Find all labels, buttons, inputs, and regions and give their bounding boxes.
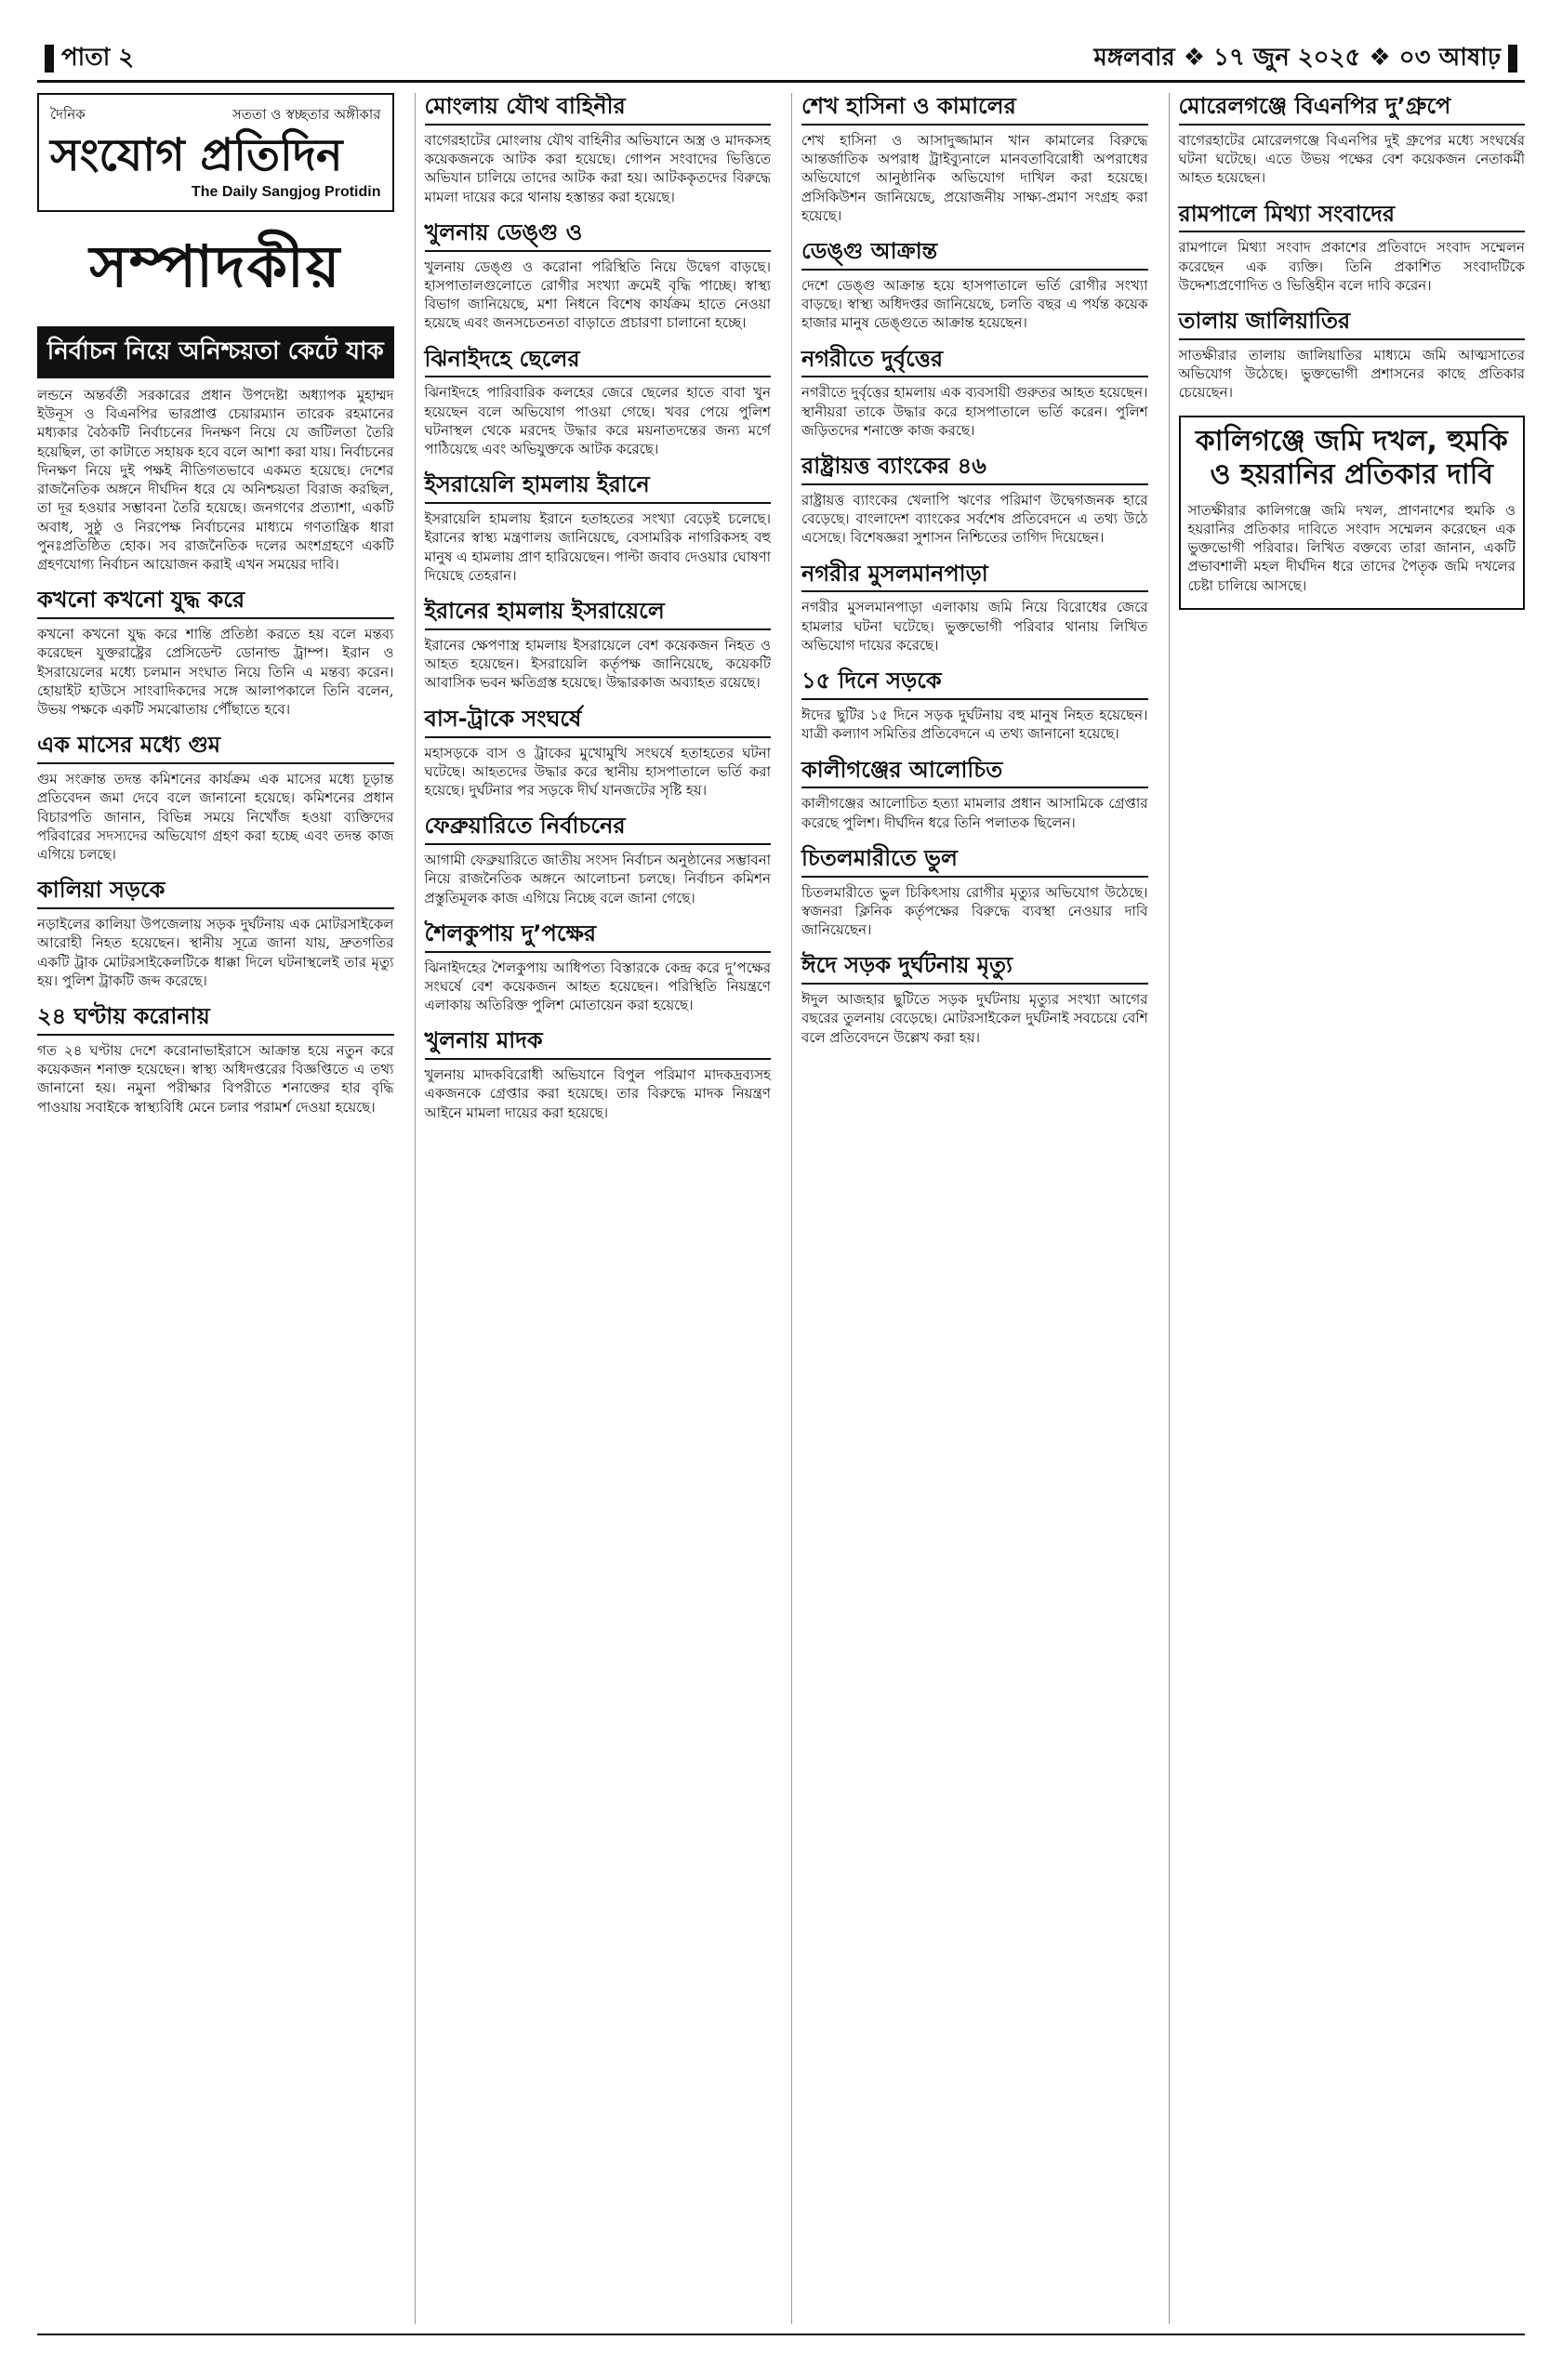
article-title: নগরীর মুসলমানপাড়া — [801, 561, 1148, 593]
article-body: চিতলমারীতে ভুল চিকিৎসায় রোগীর মৃত্যুর অভিযোগ উঠেছে। স্বজনরা ক্লিনিক কর্তৃপক্ষের বিরুদ্ধে ব্যবস্থা নেওয়ার দাবি জানিয়েছেন। — [801, 883, 1148, 939]
article-body: ঝিনাইদহের শৈলকুপায় আধিপত্য বিস্তারকে কেন্দ্র করে দু’পক্ষের সংঘর্ষে বেশ কয়েকজন আহত হয়েছেন। পরিস্থিতি নিয়ন্ত্রণে এলাকায় অতিরিক্ত পুলিশ মোতায়েন করা হয়েছে। — [424, 959, 771, 1014]
boxed-article-body: সাতক্ষীরার কালিগঞ্জে জমি দখল, প্রাণনাশের হুমকি ও হয়রানির প্রতিকার দাবিতে সংবাদ সম্মেলন করেছেন এক ভুক্তভোগী পরিবার। লিখিত বক্তব্যে তারা জানান, একটি প্রভাবশালী মহল দীর্ঘদিন ধরে তাদের পৈতৃক জমি দখলের চেষ্টা চালিয়ে আসছে। — [1187, 501, 1516, 594]
article-title: বাস-ট্রাকে সংঘর্ষে — [425, 706, 772, 738]
page-footer-rule — [37, 2334, 1525, 2335]
article — [425, 471, 772, 585]
masthead-title-en: The Daily Sangjog Protidin — [191, 183, 381, 200]
date-line: মঙ্গলবার ❖ ১৭ জুন ২০২৫ ❖ ০৩ আষাঢ় — [1093, 38, 1525, 79]
article-body: বাগেরহাটের মোরেলগঞ্জে বিএনপির দুই গ্রুপের মধ্যে সংঘর্ষের ঘটনা ঘটেছে। এতে উভয় পক্ষের বেশ কয়েকজন নেতাকর্মী আহত হয়েছেন। — [1178, 131, 1525, 187]
article-body: কখনো কখনো যুদ্ধ করে শান্তি প্রতিষ্ঠা করতে হয় বলে মন্তব্য করেছেন যুক্তরাষ্ট্রের প্রেসিডেন্ট ডোনাল্ড ট্রাম্প। ইরান ও ইসরায়েলের মধ্যে চলমান সংঘাত নিয়ে তিনি এ মন্তব্য করেন। হোয়াইট হাউসে সাংবাদিকদের সঙ্গে আলাপকালে তিনি বলেন, উভয় পক্ষকে একটি সমঝোতায় পৌঁছাতে হবে। — [37, 626, 394, 719]
article — [801, 845, 1148, 940]
article-body: খুলনায় ডেঙ্গু ও করোনা পরিস্থিতি নিয়ে উদ্বেগ বাড়ছে। হাসপাতালগুলোতে রোগীর সংখ্যা ক্রমেই বৃদ্ধি পাচ্ছে। স্বাস্থ্য বিভাগ জানিয়েছে, মশা নিধনে বিশেষ কার্যক্রম হাতে নেওয়া হয়েছে এবং জনসচেতনতা বাড়াতে প্রচারণা চালানো হচ্ছে। — [424, 258, 771, 332]
article-body: শেখ হাসিনা ও আসাদুজ্জামান খান কামালের বিরুদ্ধে আন্তর্জাতিক অপরাধ ট্রাইব্যুনালে মানবতাবিরোধী অপরাধের অভিযোগে আনুষ্ঠানিক অভিযোগ দাখিল করা হয়েছে। প্রসিকিউশন জানিয়েছে, প্রয়োজনীয় সাক্ষ্য-প্রমাণ সংগ্রহ করা হয়েছে। — [801, 131, 1148, 224]
article-title: খুলনায় মাদক — [425, 1027, 772, 1060]
article-title: ডেঙ্গু আক্রান্ত — [801, 238, 1148, 271]
article-title: ২৪ ঘণ্টায় করোনায় — [37, 1003, 394, 1036]
article — [1179, 201, 1526, 296]
article-title: রামপালে মিথ্যা সংবাদের — [1179, 201, 1526, 233]
article-title: ঝিনাইদহে ছেলের — [425, 346, 772, 378]
article-body: খুলনায় মাদকবিরোধী অভিযানে বিপুল পরিমাণ মাদকদ্রব্যসহ একজনকে গ্রেপ্তার করা হয়েছে। তার বিরুদ্ধে মাদক নিয়ন্ত্রণ আইনে মামলা দায়ের করা হয়েছে। — [424, 1066, 771, 1121]
page-header — [37, 37, 1525, 83]
article — [801, 238, 1148, 333]
article-body: ঝিনাইদহে পারিবারিক কলহের জেরে ছেলের হাতে বাবা খুন হয়েছেন বলে অভিযোগ পাওয়া গেছে। খবর পেয়ে পুলিশ ঘটনাস্থল থেকে মরদেহ উদ্ধার করে ময়নাতদন্তের জন্য মর্গে পাঠিয়েছে এবং অভিযুক্তকে আটক করেছে। — [424, 384, 771, 458]
article — [425, 706, 772, 800]
masthead-title: সংযোগ প্রতিদিন — [50, 129, 343, 181]
masthead-tagline: সততা ও স্বচ্ছতার অঙ্গীকার — [232, 106, 381, 123]
boxed-article — [1179, 416, 1526, 610]
article-body: ঈদুল আজহার ছুটিতে সড়ক দুর্ঘটনায় মৃত্যুর সংখ্যা আগের বছরের তুলনায় বেড়েছে। মোটরসাইকেল দুর্ঘটনাই সবচেয়ে বেশি বলে প্রতিবেদনে উল্লেখ করা হয়। — [801, 991, 1148, 1046]
article-title: ফেব্রুয়ারিতে নির্বাচনের — [425, 813, 772, 845]
page-number: পাতা ২ — [37, 38, 134, 79]
article-body: নগরীর মুসলমানপাড়া এলাকায় জমি নিয়ে বিরোধের জেরে হামলার ঘটনা ঘটেছে। ভুক্তভোগী পরিবার থানায় লিখিত অভিযোগ দায়ের করেছে। — [801, 599, 1148, 654]
column-2 — [415, 93, 772, 2324]
article-body: গত ২৪ ঘণ্টায় দেশে করোনাভাইরাসে আক্রান্ত হয়ে নতুন করে কয়েকজন শনাক্ত হয়েছেন। স্বাস্থ্য অধিদপ্তরের বিজ্ঞপ্তিতে এ তথ্য জানানো হয়। নমুনা পরীক্ষার বিপরীতে শনাক্তের হার বৃদ্ধি পাওয়ায় সবাইকে স্বাস্থ্যবিধি মেনে চলার পরামর্শ দেওয়া হয়েছে। — [37, 1041, 394, 1116]
column-1 — [37, 93, 394, 2324]
masthead — [37, 93, 394, 212]
boxed-article-title: কালিগঞ্জে জমি দখল, হুমকি ও হয়রানির প্রতিকার দাবি — [1195, 424, 1508, 491]
article — [425, 1027, 772, 1122]
article — [425, 346, 772, 459]
article — [425, 813, 772, 907]
article-title: শৈলকুপায় দু’পক্ষের — [425, 920, 772, 953]
article — [425, 920, 772, 1015]
article-body: বাগেরহাটের মোংলায় যৌথ বাহিনীর অভিযানে অস্ত্র ও মাদকসহ কয়েকজনকে আটক করা হয়েছে। গোপন সংবাদের ভিত্তিতে অভিযান চালিয়ে তাদের আটক করা হয়। আটককৃতদের বিরুদ্ধে মামলা দায়ের করে থানায় হস্তান্তর করা হয়েছে। — [424, 131, 771, 205]
article — [37, 1003, 394, 1117]
article-body: নড়াইলের কালিয়া উপজেলায় সড়ক দুর্ঘটনায় এক মোটরসাইকেল আরোহী নিহত হয়েছেন। স্থানীয় সূত্রে জানা যায়, দ্রুতগতির একটি ট্রাক মোটরসাইকেলটিকে ধাক্কা দিলে ঘটনাস্থলেই তার মৃত্যু হয়। পুলিশ ট্রাকটি জব্দ করেছে। — [37, 916, 394, 989]
article-body: নগরীতে দুর্বৃত্তের হামলায় এক ব্যবসায়ী গুরুতর আহত হয়েছেন। স্থানীয়রা তাকে উদ্ধার করে হাসপাতালে ভর্তি করেন। পুলিশ জড়িতদের শনাক্তে কাজ করছে। — [801, 384, 1148, 439]
column-4 — [1169, 93, 1526, 2324]
article — [801, 952, 1148, 1047]
article-title: কালীগঞ্জের আলোচিত — [801, 757, 1148, 789]
editorial-banner: সম্পাদকীয় — [89, 231, 342, 300]
article-body: কালীগঞ্জের আলোচিত হত্যা মামলার প্রধান আসামিকে গ্রেপ্তার করেছে পুলিশ। দীর্ঘদিন ধরে তিনি পলাতক ছিলেন। — [801, 795, 1148, 831]
editorial-headline: নির্বাচন নিয়ে অনিশ্চয়তা কেটে যাক — [37, 326, 394, 378]
article-title: রাষ্ট্রায়ত্ত ব্যাংকের ৪৬ — [801, 453, 1148, 485]
article — [801, 668, 1148, 743]
article-body: মহাসড়কে বাস ও ট্রাকের মুখোমুখি সংঘর্ষে হতাহতের ঘটনা ঘটেছে। আহতদের উদ্ধার করে স্থানীয় হাসপাতালে ভর্তি করা হয়েছে। দুর্ঘটনার পর সড়কে দীর্ঘ যানজটের সৃষ্টি হয়। — [424, 744, 771, 800]
article — [801, 757, 1148, 832]
article — [801, 93, 1148, 225]
article — [801, 561, 1148, 655]
article-title: শেখ হাসিনা ও কামালের — [801, 93, 1148, 126]
newspaper-columns — [37, 93, 1525, 2324]
article-title: চিতলমারীতে ভুল — [801, 845, 1148, 878]
article — [425, 93, 772, 206]
masthead-prefix: দৈনিক — [50, 106, 86, 123]
article — [37, 587, 394, 719]
article-title: কখনো কখনো যুদ্ধ করে — [37, 587, 394, 619]
article-body: দেশে ডেঙ্গু আক্রান্ত হয়ে হাসপাতালে ভর্তি রোগীর সংখ্যা বাড়ছে। স্বাস্থ্য অধিদপ্তর জানিয়েছে, চলতি বছর এ পর্যন্ত কয়েক হাজার মানুষ ডেঙ্গুতে আক্রান্ত হয়েছেন। — [801, 276, 1148, 332]
editorial-body: লন্ডনে অন্তর্বর্তী সরকারের প্রধান উপদেষ্টা অধ্যাপক মুহাম্মদ ইউনূস ও বিএনপির ভারপ্রাপ্ত চেয়ারম্যান তারেক রহমানের মধ্যকার বৈঠকটি নির্বাচনের দিনক্ষণ নিয়ে যে জটিলতা তৈরি হয়েছিল, তা কাটাতে সহায়ক হবে বলে আশা করা যায়। নির্বাচনের দিনক্ষণ নিয়ে দুই পক্ষই নীতিগতভাবে একমত হয়েছে। দেশের রাজনৈতিক অঙ্গনে দীর্ঘদিন ধরে যে অনিশ্চয়তা বিরাজ করছিল, তা দূর হওয়ার সম্ভাবনা তৈরি হয়েছে। জনগণের প্রত্যাশা, একটি অবাধ, সুষ্ঠু ও নিরপেক্ষ নির্বাচনের মাধ্যমে গণতান্ত্রিক ধারা পুনঃপ্রতিষ্ঠিত হোক। সব রাজনৈতিক দলের অংশগ্রহণে একটি গ্রহণযোগ্য নির্বাচন আয়োজন করাই এখন সময়ের দাবি। — [37, 386, 394, 574]
article — [37, 732, 394, 864]
article-body: ইসরায়েলি হামলায় ইরানে হতাহতের সংখ্যা বেড়েই চলেছে। ইরানের স্বাস্থ্য মন্ত্রণালয় জানিয়েছে, বেসামরিক নাগরিকসহ বহু মানুষ এ হামলায় প্রাণ হারিয়েছেন। পাল্টা জবাব দেওয়ার ঘোষণা দিয়েছে তেহরান। — [424, 510, 771, 584]
article-body: ঈদের ছুটির ১৫ দিনে সড়ক দুর্ঘটনায় বহু মানুষ নিহত হয়েছেন। যাত্রী কল্যাণ সমিতির প্রতিবেদনে এ তথ্য জানানো হয়েছে। — [801, 707, 1148, 743]
article-title: মোংলায় যৌথ বাহিনীর — [425, 93, 772, 126]
article-title: নগরীতে দুর্বৃত্তের — [801, 346, 1148, 378]
article — [425, 598, 772, 693]
article-title: ১৫ দিনে সড়কে — [801, 668, 1148, 700]
article — [801, 453, 1148, 548]
article-title: খুলনায় ডেঙ্গু ও — [425, 219, 772, 252]
article-body: সাতক্ষীরার তালায় জালিয়াতির মাধ্যমে জমি আত্মসাতের অভিযোগ উঠেছে। ভুক্তভোগী প্রশাসনের কাছে প্রতিকার চেয়েছেন। — [1178, 346, 1525, 402]
column-3 — [791, 93, 1148, 2324]
article-body: ইরানের ক্ষেপণাস্ত্র হামলায় ইসরায়েলে বেশ কয়েকজন নিহত ও আহত হয়েছেন। ইসরায়েলি কর্তৃপক্ষ জানিয়েছে, কয়েকটি আবাসিক ভবন ক্ষতিগ্রস্ত হয়েছে। উদ্ধারকাজ অব্যাহত রয়েছে। — [424, 636, 771, 692]
editorial-article — [37, 386, 394, 575]
article — [425, 219, 772, 333]
article — [1179, 93, 1526, 188]
article-body: রামপালে মিথ্যা সংবাদ প্রকাশের প্রতিবাদে সংবাদ সম্মেলন করেছেন এক ব্যক্তি। তিনি প্রকাশিত সংবাদটিকে উদ্দেশ্যপ্রণোদিত ও ভিত্তিহীন বলে দাবি করেন। — [1178, 239, 1525, 294]
article-title: ইসরায়েলি হামলায় ইরানে — [425, 471, 772, 504]
article — [801, 346, 1148, 441]
article — [1179, 308, 1526, 403]
article-title: মোরেলগঞ্জে বিএনপির দু’গ্রুপে — [1179, 93, 1526, 126]
article — [37, 877, 394, 990]
article-body: রাষ্ট্রায়ত্ত ব্যাংকের খেলাপি ঋণের পরিমাণ উদ্বেগজনক হারে বেড়েছে। বাংলাদেশ ব্যাংকের সর্বশেষ প্রতিবেদনে এ তথ্য উঠে এসেছে। বিশেষজ্ঞরা সুশাসন নিশ্চিতের তাগিদ দিয়েছেন। — [801, 491, 1148, 547]
article-title: ইরানের হামলায় ইসরায়েলে — [425, 598, 772, 630]
article-title: এক মাসের মধ্যে গুম — [37, 732, 394, 764]
article-title: ঈদে সড়ক দুর্ঘটনায় মৃত্যু — [801, 952, 1148, 985]
article-body: গুম সংক্রান্ত তদন্ত কমিশনের কার্যক্রম এক মাসের মধ্যে চূড়ান্ত প্রতিবেদন জমা দেবে বলে জানানো হয়েছে। কমিশনের প্রধান বিচারপতি জানান, বিভিন্ন সময়ে নিখোঁজ হওয়া ব্যক্তিদের পরিবারের সদস্যদের অভিযোগ গ্রহণ করা হচ্ছে এবং তদন্ত কাজ এগিয়ে চলছে। — [37, 771, 394, 864]
article-title: কালিয়া সড়কে — [37, 877, 394, 909]
article-title: তালায় জালিয়াতির — [1179, 308, 1526, 340]
article-body: আগামী ফেব্রুয়ারিতে জাতীয় সংসদ নির্বাচন অনুষ্ঠানের সম্ভাবনা নিয়ে রাজনৈতিক অঙ্গনে আলোচনা চলছে। নির্বাচন কমিশন প্রস্তুতিমূলক কাজ এগিয়ে নিচ্ছে বলে জানা গেছে। — [424, 852, 771, 906]
